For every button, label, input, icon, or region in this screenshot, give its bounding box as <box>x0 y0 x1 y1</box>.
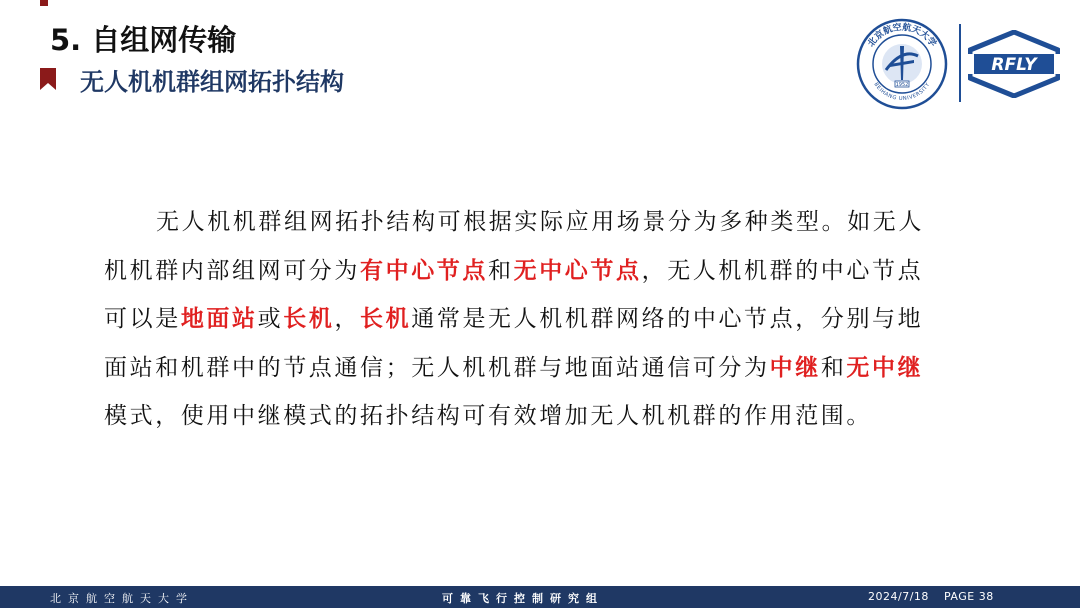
highlighted-term: 无中心节点 <box>513 256 642 284</box>
footer-group-name: 可靠飞行控制研究组 <box>442 592 604 605</box>
highlighted-term: 无中继 <box>846 353 924 381</box>
paragraph-text: 模式，使用中继模式的拓扑结构可有效增加无人机机群的作用范围。 <box>104 403 872 429</box>
highlighted-term: 有中心节点 <box>360 256 488 284</box>
paragraph-text: 或 <box>257 306 284 332</box>
logo-divider <box>959 24 961 102</box>
footer-bar <box>0 586 1080 608</box>
paragraph-text: 通常是无人机机群网络的中心节点，分别与地面站和机群中的节点通信；无人机机群与地面站通信可分为 <box>104 306 924 381</box>
highlighted-term: 长机 <box>360 305 412 332</box>
highlighted-term: 地面站 <box>180 305 258 332</box>
bookmark-icon <box>40 68 56 90</box>
paragraph-text: 和 <box>488 257 514 284</box>
beihang-university-seal-logo <box>856 18 948 110</box>
body-paragraph <box>104 198 944 441</box>
paragraph-text: ，无人机机群的中心节点可以是 <box>104 257 924 332</box>
subtitle-row <box>40 62 344 96</box>
highlighted-term: 中继 <box>769 353 821 381</box>
svg-text:北京航空航天大学: 北京航空航天大学 <box>866 22 938 50</box>
svg-text:RFLY: RFLY <box>991 55 1037 75</box>
rfly-logo <box>968 30 1060 98</box>
section-title: 5. 自组网传输 <box>50 23 237 57</box>
footer-page-number: PAGE 38 <box>944 590 994 603</box>
top-accent-bar <box>40 0 48 6</box>
footer-university: 北京航空航天大学 <box>50 592 194 605</box>
paragraph <box>104 198 944 441</box>
paragraph-text: 无人机机群组网拓扑结构可根据实际应用场景分为多种类型。如无人机机群内部组网可分为 <box>104 209 924 284</box>
paragraph-text: ， <box>334 306 361 332</box>
svg-text:BEIHANG UNIVERSITY: BEIHANG UNIVERSITY <box>872 81 932 103</box>
paragraph-text: 和 <box>820 354 847 381</box>
highlighted-term: 长机 <box>283 305 335 332</box>
svg-text:1952: 1952 <box>895 82 909 88</box>
slide-subtitle: 无人机机群组网拓扑结构 <box>80 67 344 96</box>
footer-date: 2024/7/18 <box>868 590 929 603</box>
